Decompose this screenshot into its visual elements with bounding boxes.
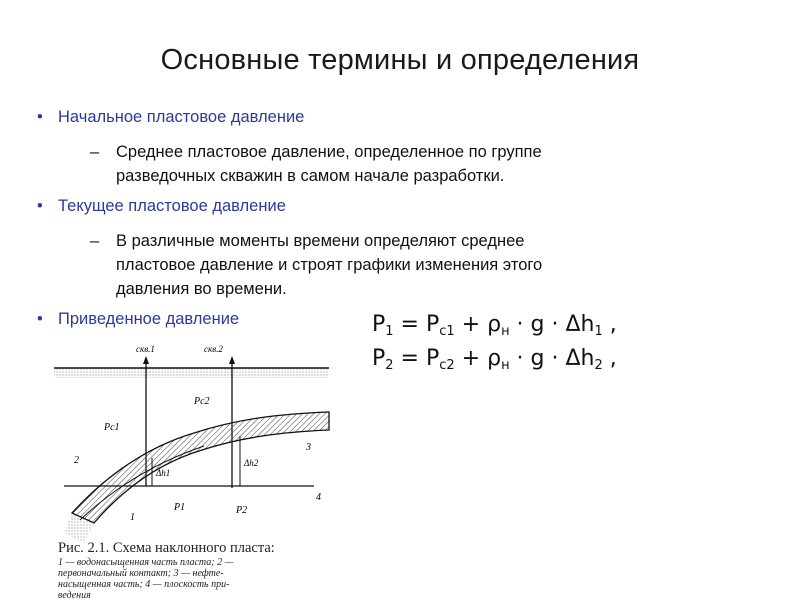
bullet-label: Начальное пластовое давление: [58, 108, 305, 126]
caption-line: ведения: [58, 590, 91, 601]
num-2-label: 2: [74, 455, 79, 466]
caption-line: первоначальный контакт; 3 — нефте-: [58, 568, 224, 579]
dh1-label: Δh1: [156, 468, 171, 478]
bullet-initial-pressure: [37, 108, 305, 127]
bullet-label: Текущее пластовое давление: [58, 197, 286, 215]
sub-line: пластовое давление и строят графики изменения этого: [116, 256, 543, 274]
slide-title: Основные термины и определения: [160, 44, 640, 76]
sub-line: давления во времени.: [116, 280, 287, 298]
pc2-label: Pc2: [194, 396, 210, 407]
p1-label: P1: [174, 502, 186, 513]
bullet-dot: •: [37, 310, 43, 328]
sub-line: Среднее пластовое давление, определенное по группе: [116, 143, 542, 161]
dash-marker: –: [90, 232, 100, 250]
pc1-label: Pc1: [104, 422, 120, 433]
sub-line: разведочных скважин в самом начале разработки.: [116, 167, 505, 185]
surface-soil: [54, 368, 329, 378]
sub-line: В различные моменты времени определяют среднее: [116, 232, 525, 250]
bullet-label: Приведенное давление: [58, 310, 240, 328]
caption-title: Рис. 2.1. Схема наклонного пласта:: [58, 540, 275, 556]
dash-marker: –: [90, 143, 100, 161]
num-1-label: 1: [130, 512, 135, 523]
bullet-dot: •: [37, 197, 43, 215]
formula-p2: $P_2 = P_{c2} + \rho_н \cdot g \cdot \Delta h_2$ ,: [372, 346, 617, 373]
well-1-arrow: [143, 356, 149, 364]
num-4-label: 4: [316, 492, 321, 503]
formula-p1: $P_1 = P_{c1} + \rho_н \cdot g \cdot \Delta h_1$ ,: [372, 312, 617, 339]
bullet-reduced-pressure: [37, 310, 240, 329]
figure-caption: [58, 540, 328, 601]
sub-current-pressure: [90, 229, 716, 301]
caption-line: 1 — водонасыщенная часть пласта; 2 —: [58, 557, 234, 568]
dh2-label: Δh2: [244, 458, 259, 468]
caption-line: насыщенная часть; 4 — плоскость при-: [58, 579, 230, 590]
bullet-dot: •: [37, 108, 43, 126]
well-2-label: скв.2: [204, 344, 223, 354]
well-1-label: скв.1: [136, 344, 155, 354]
p2-label: P2: [236, 505, 248, 516]
well-2-arrow: [229, 356, 235, 364]
bullet-current-pressure: [37, 197, 286, 216]
num-3-label: 3: [306, 442, 311, 453]
sub-initial-pressure: [90, 140, 716, 188]
